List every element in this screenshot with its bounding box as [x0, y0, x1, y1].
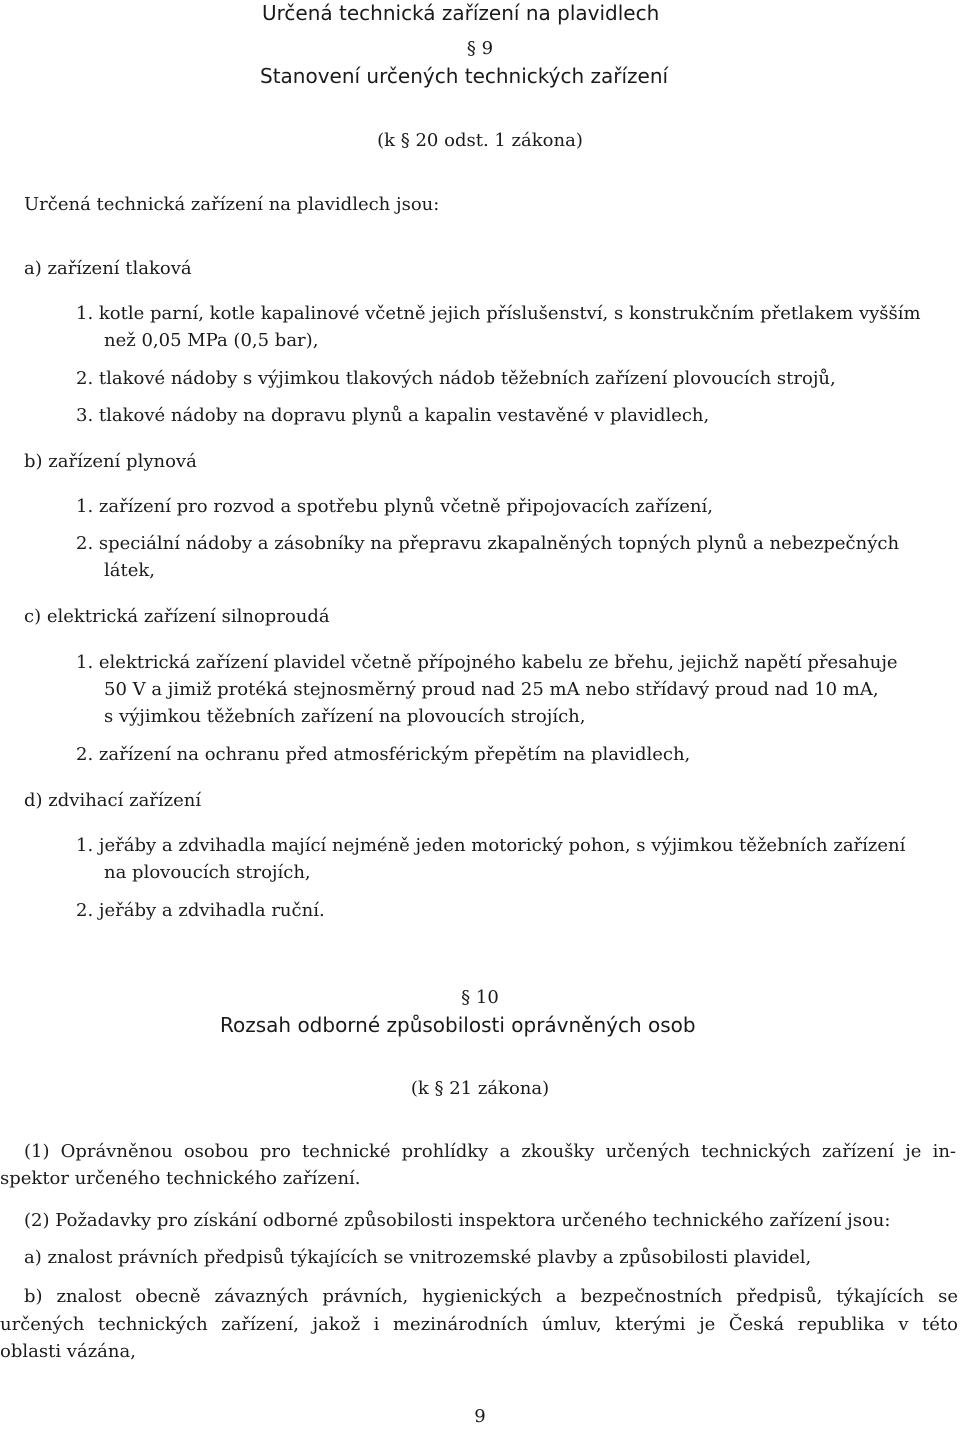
group-a-item-3: 3. tlakové nádoby na dopravu plynů a kapalin vestavěné v plavidlech, — [76, 405, 710, 426]
group-d-item-2: 2. jeřáby a zdvihadla ruční. — [76, 900, 325, 921]
paragraph-1-cont: spektor určeného technického zařízení. — [0, 1168, 361, 1189]
group-c-item-1: 1. elektrická zařízení plavidel včetně přípojného kabelu ze břehu, jejichž napětí přesahuje — [76, 652, 898, 673]
paragraph-1: (1) Oprávněnou osobou pro technické prohlídky a zkoušky určených technických zařízení je in- — [24, 1141, 956, 1162]
group-c-item-1-cont1: 50 V a jimiž protéká stejnosměrný proud nad 25 mA nebo střídavý proud nad 10 mA, — [104, 679, 879, 700]
paragraph-2: (2) Požadavky pro získání odborné způsobilosti inspektora určeného technického zařízení jsou: — [24, 1210, 891, 1231]
section-10-title: Rozsah odborné způsobilosti oprávněných osob — [220, 1013, 696, 1037]
paragraph-2-b-cont1: určených technických zařízení, jakož i mezinárodních úmluv, kterými je Česká republika v této — [0, 1314, 958, 1335]
group-d-item-1-cont: na plovoucích strojích, — [104, 862, 311, 883]
section-9-intro: Určená technická zařízení na plavidlech jsou: — [24, 194, 440, 215]
group-a-item-1-cont: než 0,05 MPa (0,5 bar), — [104, 330, 319, 351]
group-b-item-2: 2. speciální nádoby a zásobníky na přepravu zkapalněných topných plynů a nebezpečných — [76, 533, 900, 554]
paragraph-2-b: b) znalost obecně závazných právních, hygienických a bezpečnostních předpisů, týkajících se — [24, 1286, 958, 1307]
group-b-item-2-cont: látek, — [104, 560, 156, 581]
section-9-title: Stanovení určených technických zařízení — [260, 64, 669, 88]
group-c-item-2: 2. zařízení na ochranu před atmosférickým přepětím na plavidlech, — [76, 744, 691, 765]
group-b-item-1: 1. zařízení pro rozvod a spotřebu plynů včetně připojovacích zařízení, — [76, 496, 713, 517]
group-d-label: d) zdvihací zařízení — [24, 790, 202, 811]
group-c-item-1-cont2: s výjimkou těžebních zařízení na plovoucích strojích, — [104, 706, 586, 727]
group-b-label: b) zařízení plynová — [24, 451, 197, 472]
group-c-label: c) elektrická zařízení silnoproudá — [24, 606, 330, 627]
group-a-item-1: 1. kotle parní, kotle kapalinové včetně jejich příslušenství, s konstrukčním přetlakem vyšším — [76, 303, 921, 324]
paragraph-2-b-cont2: oblasti vázána, — [0, 1341, 136, 1362]
group-a-label: a) zařízení tlaková — [24, 258, 192, 279]
section-9-reference: (k § 20 odst. 1 zákona) — [377, 130, 583, 151]
section-10-number: § 10 — [461, 987, 499, 1008]
paragraph-2-a: a) znalost právních předpisů týkajících se vnitrozemské plavby a způsobilosti plavidel, — [24, 1247, 812, 1268]
group-a-item-2: 2. tlakové nádoby s výjimkou tlakových nádob těžebních zařízení plovoucích strojů, — [76, 368, 836, 389]
page-number: 9 — [474, 1406, 486, 1427]
group-d-item-1: 1. jeřáby a zdvihadla mající nejméně jeden motorický pohon, s výjimkou těžebních zařízení — [76, 835, 906, 856]
running-header: Určená technická zařízení na plavidlech — [262, 1, 660, 25]
section-10-reference: (k § 21 zákona) — [410, 1078, 550, 1099]
section-9-number: § 9 — [466, 38, 494, 59]
